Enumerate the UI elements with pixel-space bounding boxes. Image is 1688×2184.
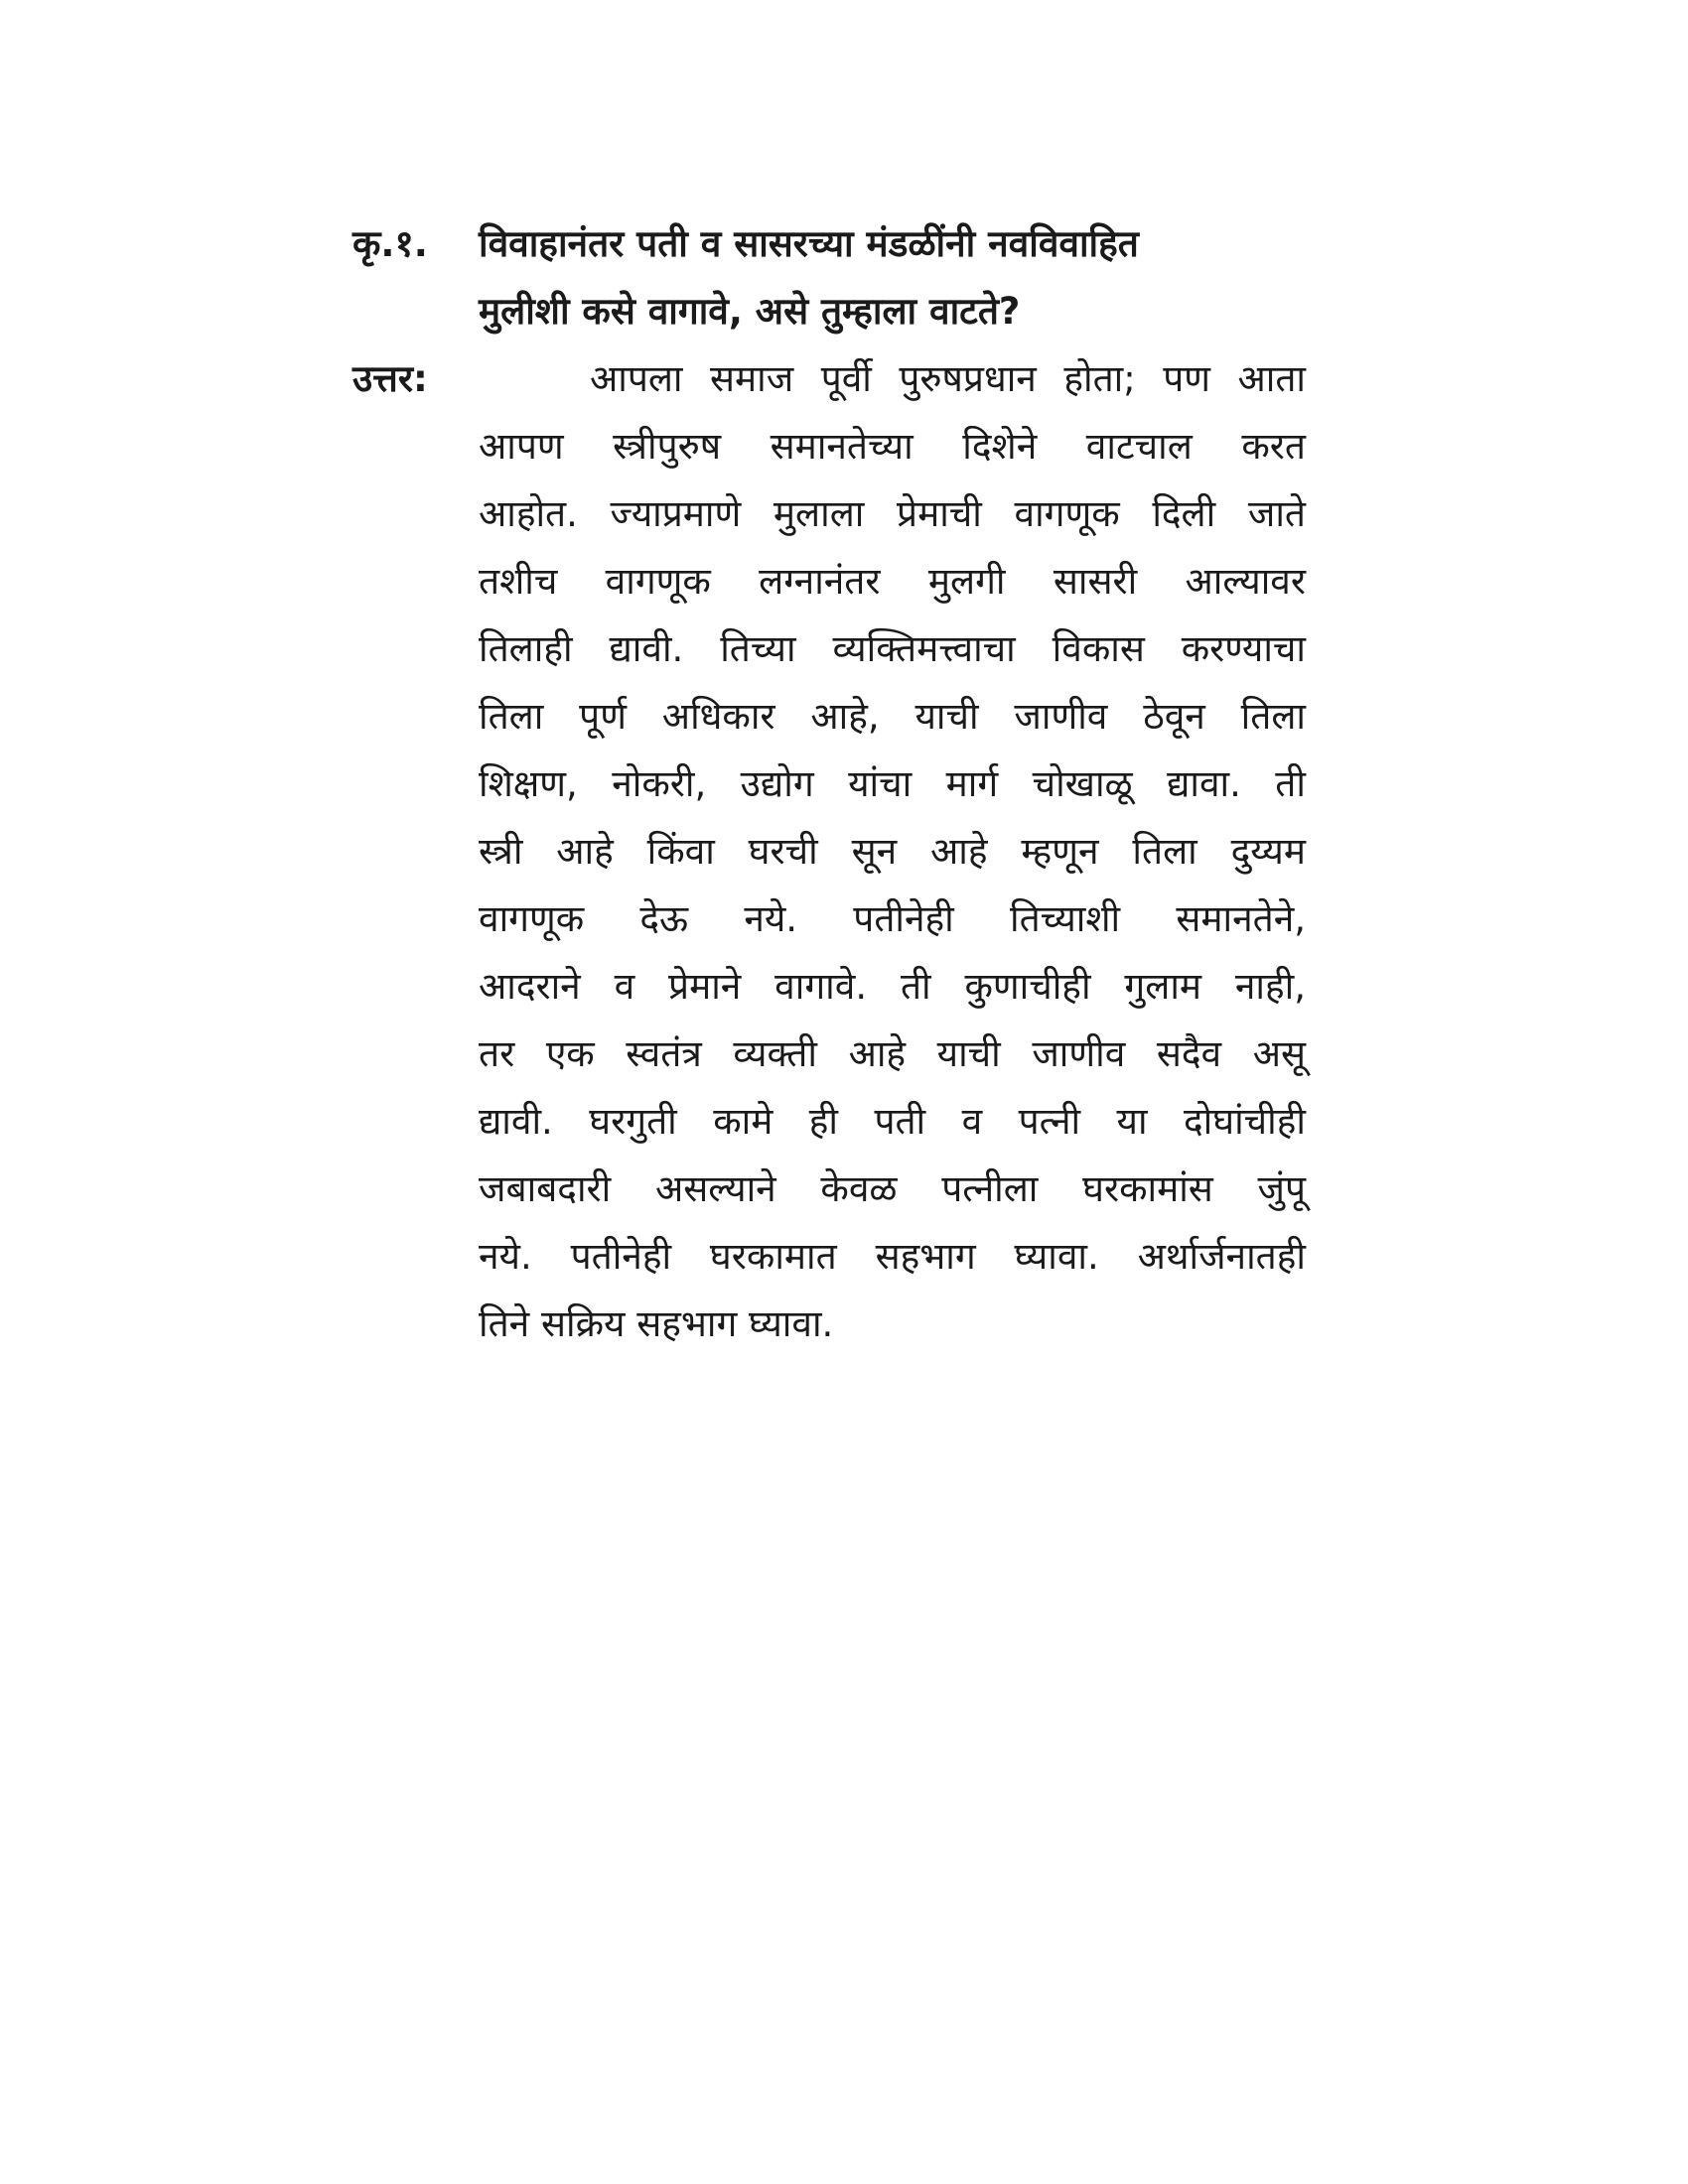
answer-line: स्त्री आहे किंवा घरची सून आहे म्हणून तिला दुय्यम (479, 830, 1306, 873)
answer-line: शिक्षण, नोकरी, उद्योग यांचा मार्ग चोखाळू द्यावा. ती (479, 762, 1306, 805)
answer-line: जबाबदारी असल्याने केवळ पत्नीला घरकामांस जुंपू (479, 1167, 1306, 1210)
answer-line: आपण स्त्रीपुरुष समानतेच्या दिशेने वाटचाल करत (479, 425, 1306, 468)
answer-line: द्यावी. घरगुती कामे ही पती व पत्नी या दोघांचीही (479, 1100, 1306, 1143)
answer-line: नये. पतीनेही घरकामात सहभाग घ्यावा. अर्थार्जनातही (479, 1235, 1306, 1278)
answer-line: आहोत. ज्याप्रमाणे मुलाला प्रेमाची वागणूक दिली जाते (479, 492, 1306, 535)
answer-line: तर एक स्वतंत्र व्यक्ती आहे याची जाणीव सदैव असू (479, 1032, 1306, 1075)
question-line: मुलीशी कसे वागावे, असे तुम्हाला वाटते? (479, 290, 1021, 333)
answer-paragraph (479, 345, 1306, 1358)
answer-line: तिने सक्रिय सहभाग घ्यावा. (479, 1302, 834, 1345)
answer-line: तिला पूर्ण अधिकार आहे, याची जाणीव ठेवून तिला (479, 695, 1306, 738)
answer-line: तशीच वागणूक लग्नानंतर मुलगी सासरी आल्यावर (479, 560, 1306, 603)
question-line: विवाहानंतर पती व सासरच्या मंडळींनी नवविवाहित (479, 222, 1139, 265)
answer (352, 345, 1306, 1358)
answer-line: आपला समाज पूर्वी पुरुषप्रधान होता; पण आता (590, 357, 1306, 400)
question-number: कृ.१. (352, 222, 428, 265)
question-text (479, 210, 1306, 345)
answer-label: उत्तर: (352, 357, 428, 400)
question-answer-block (352, 210, 1306, 1358)
question (352, 210, 1306, 345)
answer-line: तिलाही द्यावी. तिच्या व्यक्तिमत्त्वाचा विकास करण्याचा (479, 627, 1306, 670)
answer-line: वागणूक देऊ नये. पतीनेही तिच्याशी समानतेने, (479, 897, 1306, 940)
answer-line: आदराने व प्रेमाने वागावे. ती कुणाचीही गुलाम नाही, (479, 965, 1306, 1008)
